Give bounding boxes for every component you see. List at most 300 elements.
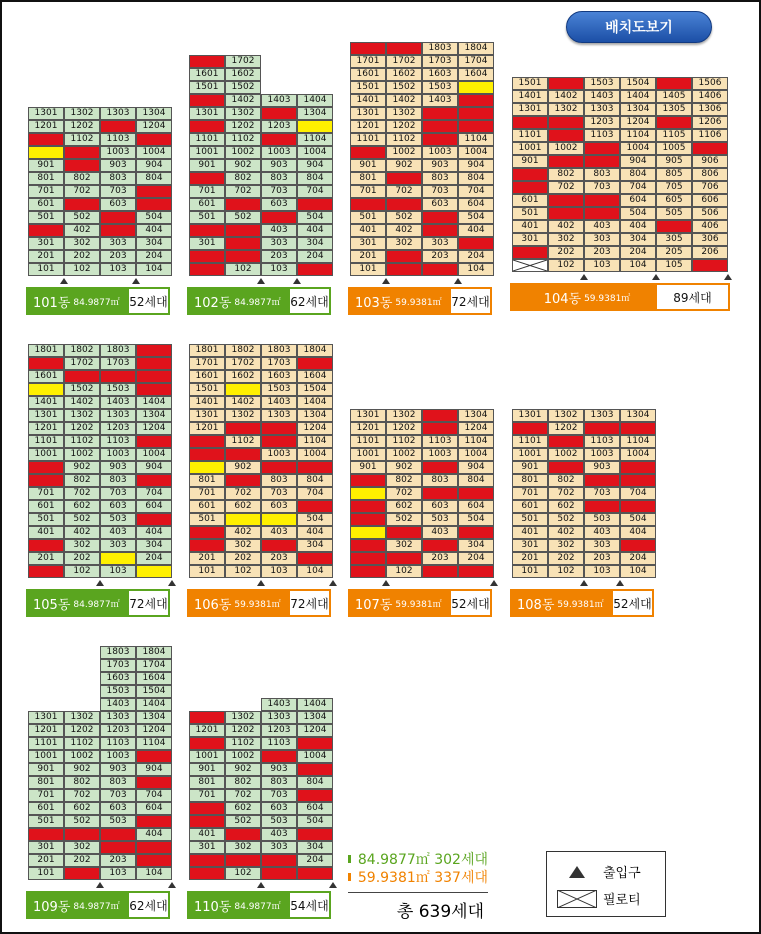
unit-sold[interactable] (189, 435, 225, 448)
unit-cell[interactable]: 1002 (225, 750, 261, 763)
unit-cell[interactable]: 401 (350, 224, 386, 237)
unit-cell[interactable]: 105 (656, 259, 692, 272)
unit-cell[interactable]: 502 (64, 211, 100, 224)
unit-cell[interactable]: 804 (297, 474, 333, 487)
unit-cell[interactable]: 302 (548, 539, 584, 552)
unit-cell[interactable]: 802 (64, 474, 100, 487)
unit-cell[interactable]: 1101 (512, 435, 548, 448)
unit-cell[interactable]: 501 (189, 513, 225, 526)
unit-cell[interactable]: 1201 (350, 120, 386, 133)
unit-cell[interactable]: 1201 (189, 724, 225, 737)
unit-cell[interactable]: 803 (422, 172, 458, 185)
unit-cell[interactable]: 203 (261, 250, 297, 263)
unit-cell[interactable]: 403 (422, 526, 458, 539)
unit-highlight[interactable] (28, 383, 64, 396)
unit-cell[interactable]: 602 (64, 802, 100, 815)
unit-cell[interactable]: 1702 (225, 55, 261, 68)
unit-cell[interactable]: 1304 (136, 711, 172, 724)
unit-cell[interactable]: 1103 (100, 435, 136, 448)
unit-cell[interactable]: 701 (512, 487, 548, 500)
unit-cell[interactable]: 104 (620, 565, 656, 578)
unit-cell[interactable]: 403 (261, 828, 297, 841)
unit-cell[interactable]: 1102 (64, 737, 100, 750)
unit-cell[interactable]: 1403 (422, 94, 458, 107)
unit-cell[interactable]: 1003 (100, 750, 136, 763)
unit-cell[interactable]: 502 (386, 211, 422, 224)
unit-cell[interactable]: 503 (100, 513, 136, 526)
unit-cell[interactable]: 501 (512, 207, 548, 220)
unit-cell[interactable]: 1106 (692, 129, 728, 142)
unit-cell[interactable]: 1003 (100, 146, 136, 159)
unit-cell[interactable]: 1004 (620, 448, 656, 461)
unit-cell[interactable]: 904 (136, 159, 172, 172)
unit-cell[interactable]: 503 (100, 815, 136, 828)
unit-sold[interactable] (189, 867, 225, 880)
unit-cell[interactable]: 1702 (64, 357, 100, 370)
unit-cell[interactable]: 902 (64, 461, 100, 474)
unit-cell[interactable]: 504 (297, 815, 333, 828)
unit-cell[interactable]: 104 (136, 263, 172, 276)
unit-cell[interactable]: 1201 (189, 422, 225, 435)
unit-cell[interactable]: 1001 (512, 448, 548, 461)
unit-sold[interactable] (620, 422, 656, 435)
unit-cell[interactable]: 1404 (136, 698, 172, 711)
unit-cell[interactable]: 503 (261, 815, 297, 828)
unit-cell[interactable]: 402 (386, 224, 422, 237)
unit-cell[interactable]: 804 (458, 474, 494, 487)
unit-sold[interactable] (548, 77, 584, 90)
unit-cell[interactable]: 803 (100, 474, 136, 487)
unit-cell[interactable]: 1102 (64, 435, 100, 448)
unit-cell[interactable]: 1801 (189, 344, 225, 357)
unit-cell[interactable]: 1004 (620, 142, 656, 155)
unit-cell[interactable]: 1601 (350, 68, 386, 81)
unit-sold[interactable] (548, 155, 584, 168)
unit-cell[interactable]: 801 (28, 172, 64, 185)
unit-cell[interactable]: 704 (620, 487, 656, 500)
unit-sold[interactable] (297, 737, 333, 750)
unit-cell[interactable]: 201 (512, 552, 548, 565)
unit-cell[interactable]: 1404 (620, 90, 656, 103)
unit-cell[interactable]: 304 (297, 237, 333, 250)
unit-sold[interactable] (548, 435, 584, 448)
building-label[interactable] (26, 891, 170, 919)
unit-sold[interactable] (297, 357, 333, 370)
unit-cell[interactable]: 103 (100, 263, 136, 276)
unit-cell[interactable]: 1601 (28, 370, 64, 383)
unit-cell[interactable]: 1704 (136, 659, 172, 672)
unit-cell[interactable]: 904 (297, 159, 333, 172)
unit-cell[interactable]: 201 (28, 552, 64, 565)
unit-sold[interactable] (386, 263, 422, 276)
unit-highlight[interactable] (261, 513, 297, 526)
unit-cell[interactable]: 1201 (350, 422, 386, 435)
unit-sold[interactable] (100, 211, 136, 224)
unit-sold[interactable] (458, 237, 494, 250)
unit-cell[interactable]: 1704 (458, 55, 494, 68)
unit-cell[interactable]: 1306 (692, 103, 728, 116)
unit-sold[interactable] (386, 526, 422, 539)
unit-sold[interactable] (512, 181, 548, 194)
unit-cell[interactable]: 702 (386, 487, 422, 500)
unit-cell[interactable]: 303 (100, 539, 136, 552)
unit-cell[interactable]: 506 (692, 207, 728, 220)
unit-cell[interactable]: 1301 (28, 107, 64, 120)
unit-sold[interactable] (189, 711, 225, 724)
unit-cell[interactable]: 104 (136, 867, 172, 880)
unit-sold[interactable] (458, 526, 494, 539)
unit-sold[interactable] (297, 763, 333, 776)
unit-cell[interactable]: 703 (100, 185, 136, 198)
unit-cell[interactable]: 903 (100, 159, 136, 172)
unit-cell[interactable]: 1405 (656, 90, 692, 103)
unit-cell[interactable]: 203 (261, 552, 297, 565)
unit-cell[interactable]: 603 (422, 500, 458, 513)
unit-cell[interactable]: 504 (620, 513, 656, 526)
unit-sold[interactable] (458, 487, 494, 500)
unit-sold[interactable] (548, 129, 584, 142)
unit-cell[interactable]: 1502 (64, 383, 100, 396)
unit-sold[interactable] (261, 539, 297, 552)
unit-cell[interactable]: 505 (656, 207, 692, 220)
unit-cell[interactable]: 1503 (261, 383, 297, 396)
unit-cell[interactable]: 1204 (136, 120, 172, 133)
unit-sold[interactable] (548, 461, 584, 474)
unit-cell[interactable]: 1302 (548, 409, 584, 422)
unit-cell[interactable]: 1102 (225, 435, 261, 448)
unit-cell[interactable]: 304 (458, 539, 494, 552)
unit-highlight[interactable] (350, 487, 386, 500)
unit-cell[interactable]: 1305 (656, 103, 692, 116)
unit-cell[interactable]: 102 (64, 565, 100, 578)
unit-cell[interactable]: 1601 (189, 370, 225, 383)
unit-sold[interactable] (386, 198, 422, 211)
unit-cell[interactable]: 1404 (297, 698, 333, 711)
unit-cell[interactable]: 404 (136, 828, 172, 841)
unit-sold[interactable] (189, 448, 225, 461)
unit-cell[interactable]: 302 (548, 233, 584, 246)
unit-cell[interactable]: 403 (261, 224, 297, 237)
unit-cell[interactable]: 301 (189, 841, 225, 854)
unit-cell[interactable]: 902 (225, 763, 261, 776)
unit-cell[interactable]: 502 (386, 513, 422, 526)
unit-cell[interactable]: 1304 (136, 409, 172, 422)
unit-cell[interactable]: 1304 (458, 409, 494, 422)
unit-cell[interactable]: 1403 (100, 698, 136, 711)
unit-sold[interactable] (225, 422, 261, 435)
unit-cell[interactable]: 803 (100, 172, 136, 185)
unit-cell[interactable]: 502 (548, 513, 584, 526)
unit-cell[interactable]: 304 (136, 237, 172, 250)
unit-cell[interactable]: 802 (64, 776, 100, 789)
unit-cell[interactable]: 301 (189, 237, 225, 250)
unit-cell[interactable]: 504 (297, 513, 333, 526)
unit-cell[interactable]: 1404 (136, 396, 172, 409)
unit-cell[interactable]: 1202 (386, 120, 422, 133)
unit-sold[interactable] (136, 841, 172, 854)
unit-cell[interactable]: 701 (28, 789, 64, 802)
unit-cell[interactable]: 205 (656, 246, 692, 259)
unit-cell[interactable]: 1101 (28, 435, 64, 448)
unit-cell[interactable]: 406 (692, 220, 728, 233)
unit-sold[interactable] (136, 370, 172, 383)
unit-sold[interactable] (584, 422, 620, 435)
unit-cell[interactable]: 1001 (350, 448, 386, 461)
unit-cell[interactable]: 1202 (64, 120, 100, 133)
unit-cell[interactable]: 902 (225, 159, 261, 172)
unit-cell[interactable]: 404 (458, 224, 494, 237)
unit-sold[interactable] (422, 539, 458, 552)
unit-cell[interactable]: 302 (225, 841, 261, 854)
unit-cell[interactable]: 801 (189, 776, 225, 789)
unit-cell[interactable]: 301 (512, 233, 548, 246)
unit-cell[interactable]: 701 (28, 185, 64, 198)
unit-sold[interactable] (584, 207, 620, 220)
unit-cell[interactable]: 1602 (225, 370, 261, 383)
unit-cell[interactable]: 306 (692, 233, 728, 246)
unit-cell[interactable]: 901 (189, 763, 225, 776)
unit-cell[interactable]: 603 (422, 198, 458, 211)
unit-sold[interactable] (189, 802, 225, 815)
unit-cell[interactable]: 703 (100, 487, 136, 500)
unit-cell[interactable]: 605 (656, 194, 692, 207)
unit-cell[interactable]: 1601 (189, 68, 225, 81)
unit-cell[interactable]: 1403 (261, 94, 297, 107)
unit-cell[interactable]: 706 (692, 181, 728, 194)
unit-sold[interactable] (136, 383, 172, 396)
unit-cell[interactable]: 601 (28, 500, 64, 513)
unit-sold[interactable] (225, 198, 261, 211)
unit-cell[interactable]: 905 (656, 155, 692, 168)
unit-sold[interactable] (297, 789, 333, 802)
unit-sold[interactable] (584, 500, 620, 513)
unit-sold[interactable] (422, 107, 458, 120)
unit-sold[interactable] (28, 539, 64, 552)
unit-cell[interactable]: 1002 (386, 448, 422, 461)
unit-sold[interactable] (261, 461, 297, 474)
unit-cell[interactable]: 903 (261, 763, 297, 776)
unit-sold[interactable] (189, 263, 225, 276)
unit-cell[interactable]: 1501 (512, 77, 548, 90)
unit-sold[interactable] (297, 198, 333, 211)
unit-sold[interactable] (136, 357, 172, 370)
unit-highlight[interactable] (458, 81, 494, 94)
unit-cell[interactable]: 1804 (297, 344, 333, 357)
unit-sold[interactable] (136, 776, 172, 789)
unit-cell[interactable]: 103 (584, 259, 620, 272)
unit-cell[interactable]: 1001 (189, 146, 225, 159)
unit-cell[interactable]: 1104 (620, 435, 656, 448)
unit-sold[interactable] (422, 120, 458, 133)
unit-cell[interactable]: 204 (136, 250, 172, 263)
unit-sold[interactable] (136, 185, 172, 198)
unit-cell[interactable]: 802 (386, 474, 422, 487)
unit-cell[interactable]: 701 (189, 789, 225, 802)
unit-cell[interactable]: 301 (350, 237, 386, 250)
unit-sold[interactable] (548, 207, 584, 220)
unit-cell[interactable]: 1402 (225, 396, 261, 409)
unit-cell[interactable]: 1304 (297, 711, 333, 724)
unit-cell[interactable]: 1301 (350, 107, 386, 120)
unit-cell[interactable]: 1104 (136, 737, 172, 750)
unit-cell[interactable]: 101 (350, 263, 386, 276)
unit-cell[interactable]: 502 (64, 815, 100, 828)
unit-cell[interactable]: 1103 (422, 435, 458, 448)
unit-sold[interactable] (422, 224, 458, 237)
unit-sold[interactable] (548, 116, 584, 129)
unit-cell[interactable]: 901 (350, 461, 386, 474)
unit-cell[interactable]: 904 (136, 461, 172, 474)
unit-sold[interactable] (136, 435, 172, 448)
unit-cell[interactable]: 1201 (28, 724, 64, 737)
unit-cell[interactable]: 1002 (386, 146, 422, 159)
unit-cell[interactable]: 703 (100, 789, 136, 802)
unit-cell[interactable]: 701 (28, 487, 64, 500)
unit-cell[interactable]: 1206 (692, 116, 728, 129)
unit-cell[interactable]: 1304 (136, 107, 172, 120)
unit-sold[interactable] (386, 552, 422, 565)
building-label[interactable] (26, 589, 170, 617)
unit-cell[interactable]: 1302 (64, 107, 100, 120)
unit-cell[interactable]: 1804 (458, 42, 494, 55)
unit-cell[interactable]: 1103 (261, 737, 297, 750)
unit-cell[interactable]: 501 (28, 513, 64, 526)
unit-cell[interactable]: 804 (136, 172, 172, 185)
unit-cell[interactable]: 804 (297, 172, 333, 185)
unit-sold[interactable] (350, 513, 386, 526)
unit-cell[interactable]: 204 (297, 250, 333, 263)
unit-cell[interactable]: 1104 (297, 435, 333, 448)
unit-cell[interactable]: 1102 (225, 133, 261, 146)
unit-cell[interactable]: 303 (422, 237, 458, 250)
unit-sold[interactable] (225, 224, 261, 237)
unit-cell[interactable]: 1301 (28, 711, 64, 724)
unit-cell[interactable]: 703 (422, 185, 458, 198)
unit-cell[interactable]: 1604 (136, 672, 172, 685)
unit-sold[interactable] (350, 198, 386, 211)
unit-cell[interactable]: 1302 (64, 409, 100, 422)
unit-sold[interactable] (64, 198, 100, 211)
unit-cell[interactable]: 702 (548, 181, 584, 194)
unit-cell[interactable]: 1202 (64, 422, 100, 435)
unit-cell[interactable]: 701 (189, 185, 225, 198)
unit-cell[interactable]: 902 (225, 461, 261, 474)
unit-cell[interactable]: 1204 (136, 422, 172, 435)
unit-cell[interactable]: 102 (225, 263, 261, 276)
unit-cell[interactable]: 302 (64, 539, 100, 552)
unit-sold[interactable] (422, 133, 458, 146)
unit-cell[interactable]: 304 (136, 539, 172, 552)
unit-cell[interactable]: 602 (225, 802, 261, 815)
unit-cell[interactable]: 403 (100, 526, 136, 539)
unit-cell[interactable]: 103 (261, 263, 297, 276)
unit-cell[interactable]: 1401 (350, 94, 386, 107)
unit-sold[interactable] (189, 94, 225, 107)
unit-cell[interactable]: 401 (28, 526, 64, 539)
unit-cell[interactable]: 203 (100, 854, 136, 867)
unit-cell[interactable]: 1002 (225, 146, 261, 159)
unit-cell[interactable]: 1501 (189, 81, 225, 94)
building-label[interactable] (187, 287, 331, 315)
unit-cell[interactable]: 703 (261, 487, 297, 500)
unit-cell[interactable]: 504 (136, 211, 172, 224)
unit-cell[interactable]: 1402 (386, 94, 422, 107)
unit-cell[interactable]: 403 (584, 526, 620, 539)
unit-cell[interactable]: 705 (656, 181, 692, 194)
unit-sold[interactable] (261, 422, 297, 435)
unit-cell[interactable]: 301 (512, 539, 548, 552)
unit-cell[interactable]: 1403 (584, 90, 620, 103)
unit-cell[interactable]: 504 (458, 211, 494, 224)
unit-sold[interactable] (189, 172, 225, 185)
unit-cell[interactable]: 1803 (422, 42, 458, 55)
unit-cell[interactable]: 1104 (458, 133, 494, 146)
unit-cell[interactable]: 904 (620, 155, 656, 168)
unit-cell[interactable]: 901 (28, 159, 64, 172)
unit-sold[interactable] (28, 461, 64, 474)
unit-cell[interactable]: 1303 (261, 409, 297, 422)
unit-cell[interactable]: 1506 (692, 77, 728, 90)
unit-cell[interactable]: 1204 (136, 724, 172, 737)
unit-cell[interactable]: 204 (620, 552, 656, 565)
unit-sold[interactable] (656, 77, 692, 90)
unit-sold[interactable] (458, 94, 494, 107)
unit-cell[interactable]: 1203 (261, 724, 297, 737)
unit-highlight[interactable] (297, 120, 333, 133)
unit-cell[interactable]: 501 (28, 211, 64, 224)
unit-cell[interactable]: 704 (297, 185, 333, 198)
unit-cell[interactable]: 1603 (261, 370, 297, 383)
unit-cell[interactable]: 606 (692, 194, 728, 207)
unit-cell[interactable]: 203 (100, 250, 136, 263)
unit-cell[interactable]: 503 (422, 513, 458, 526)
unit-cell[interactable]: 1105 (656, 129, 692, 142)
building-label[interactable] (26, 287, 170, 315)
unit-cell[interactable]: 1703 (100, 357, 136, 370)
unit-sold[interactable] (350, 42, 386, 55)
unit-cell[interactable]: 1002 (64, 750, 100, 763)
unit-sold[interactable] (28, 224, 64, 237)
unit-cell[interactable]: 604 (136, 500, 172, 513)
layout-view-button[interactable]: 배치도보기 (566, 11, 712, 43)
unit-cell[interactable]: 204 (297, 854, 333, 867)
unit-highlight[interactable] (350, 526, 386, 539)
unit-cell[interactable]: 803 (100, 776, 136, 789)
unit-sold[interactable] (28, 565, 64, 578)
unit-sold[interactable] (136, 133, 172, 146)
unit-sold[interactable] (64, 370, 100, 383)
unit-cell[interactable]: 1502 (386, 81, 422, 94)
unit-sold[interactable] (422, 263, 458, 276)
unit-sold[interactable] (189, 815, 225, 828)
unit-cell[interactable]: 1301 (189, 107, 225, 120)
unit-cell[interactable]: 603 (100, 198, 136, 211)
unit-cell[interactable]: 703 (261, 185, 297, 198)
unit-cell[interactable]: 601 (512, 500, 548, 513)
unit-cell[interactable]: 1102 (386, 435, 422, 448)
unit-highlight[interactable] (189, 461, 225, 474)
unit-cell[interactable]: 703 (261, 789, 297, 802)
unit-sold[interactable] (100, 120, 136, 133)
unit-cell[interactable]: 1602 (225, 68, 261, 81)
unit-cell[interactable]: 1401 (189, 396, 225, 409)
unit-cell[interactable]: 603 (261, 500, 297, 513)
unit-sold[interactable] (512, 246, 548, 259)
unit-cell[interactable]: 604 (458, 198, 494, 211)
unit-cell[interactable]: 701 (350, 185, 386, 198)
unit-sold[interactable] (225, 474, 261, 487)
unit-cell[interactable]: 903 (100, 763, 136, 776)
